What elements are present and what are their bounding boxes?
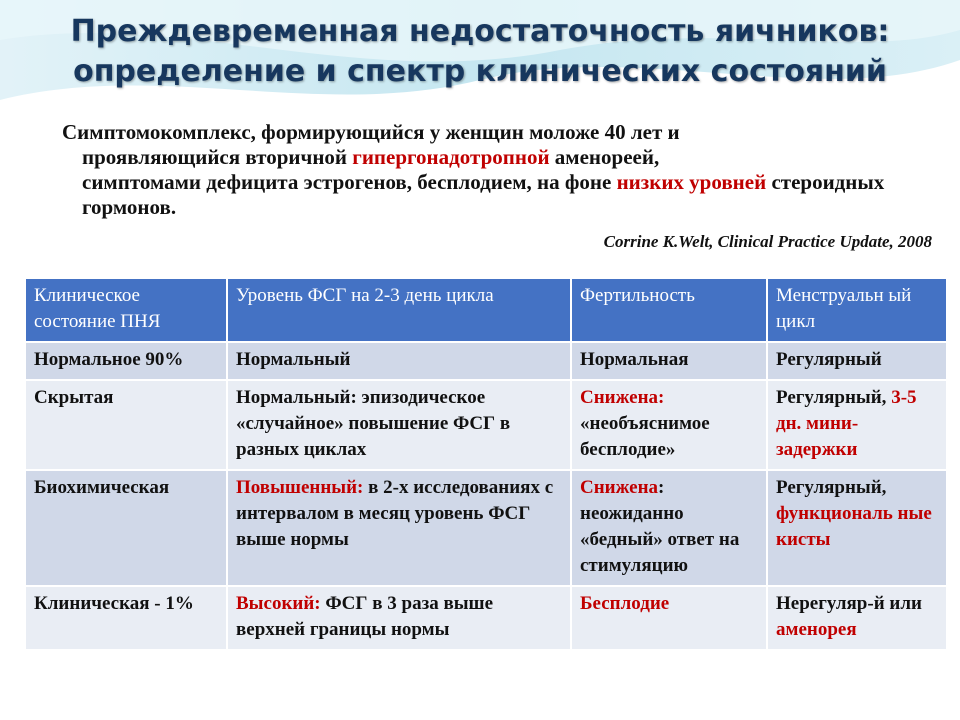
fertility-reduced-label: Снижена:	[580, 387, 665, 408]
cycle-text: Регулярный,	[776, 477, 887, 498]
cell-state: Клиническая - 1%	[25, 586, 227, 650]
cell-fsh	[227, 586, 571, 650]
citation: Corrine K.Welt, Clinical Practice Update, 2008	[603, 232, 932, 251]
cell-state: Нормальное 90%	[25, 342, 227, 380]
definition-part-5: симптомами дефицита эстрогенов, бесплодием, на фоне	[82, 170, 617, 194]
fsh-high-label: Высокий:	[236, 593, 321, 614]
fsh-elevated-label: Повышенный:	[236, 477, 364, 498]
clinical-states-table	[24, 277, 948, 651]
fsh-detail: в 2-х исследованиях с интервалом в месяц уровень ФСГ выше нормы	[236, 477, 554, 550]
fertility-infertility-label: Бесплодие	[580, 593, 670, 614]
definition-part-2: проявляющийся вторичной	[82, 145, 353, 169]
header-fertility: Фертильность	[571, 278, 767, 342]
definition-hypergonadotropic: гипергонадотропной	[352, 145, 550, 169]
cell-state: Биохимическая	[25, 470, 227, 586]
definition-low-levels: низких уровней	[616, 170, 767, 194]
cell-state: Скрытая	[25, 380, 227, 470]
cell-cycle	[767, 470, 947, 586]
slide-title	[0, 12, 960, 92]
cycle-text: Нерегуляр-й или	[776, 593, 922, 614]
title-line-1: Преждевременная недостаточность яичников:	[70, 14, 890, 49]
header-menstrual-cycle: Менструальн ый цикл	[767, 278, 947, 342]
header-clinical-state: Клиническое состояние ПНЯ	[25, 278, 227, 342]
cell-fertility	[571, 586, 767, 650]
cycle-detail-red: 3-5 дн. мини-задержки	[776, 387, 917, 460]
definition-part-4: аменореей,	[549, 145, 660, 169]
table-row	[25, 586, 947, 650]
cell-cycle	[767, 586, 947, 650]
table-row	[25, 470, 947, 586]
table-row	[25, 380, 947, 470]
definition-rest	[62, 145, 902, 220]
table-header-row	[25, 278, 947, 342]
fertility-detail: «необъяснимое бесплодие»	[580, 413, 710, 460]
cell-fsh	[227, 470, 571, 586]
cell-cycle: Регулярный	[767, 342, 947, 380]
cell-fsh: Нормальный	[227, 342, 571, 380]
fertility-detail: : неожиданно «бедный» ответ на стимуляцию	[580, 477, 740, 576]
cell-fsh: Нормальный: эпизодическое «случайное» повышение ФСГ в разных циклах	[227, 380, 571, 470]
cycle-detail-red: аменорея	[776, 619, 857, 640]
table-row	[25, 342, 947, 380]
definition-line-1: Симптомокомплекс, формирующийся у женщин моложе 40 лет и	[62, 120, 680, 144]
cycle-detail-red: функциональ ные кисты	[776, 503, 932, 550]
definition-text	[62, 120, 902, 220]
cell-fertility: Нормальная	[571, 342, 767, 380]
fertility-reduced-label: Снижена	[580, 477, 659, 498]
cell-fertility	[571, 380, 767, 470]
header-fsh-level: Уровень ФСГ на 2-3 день цикла	[227, 278, 571, 342]
definition-part-7: стероидных гормонов.	[82, 170, 885, 219]
cell-cycle	[767, 380, 947, 470]
title-line-2: определение и спектр клинических состояний	[73, 54, 887, 89]
fsh-detail: ФСГ в 3 раза выше верхней границы нормы	[236, 593, 494, 640]
cycle-text: Регулярный,	[776, 387, 892, 408]
cell-fertility	[571, 470, 767, 586]
